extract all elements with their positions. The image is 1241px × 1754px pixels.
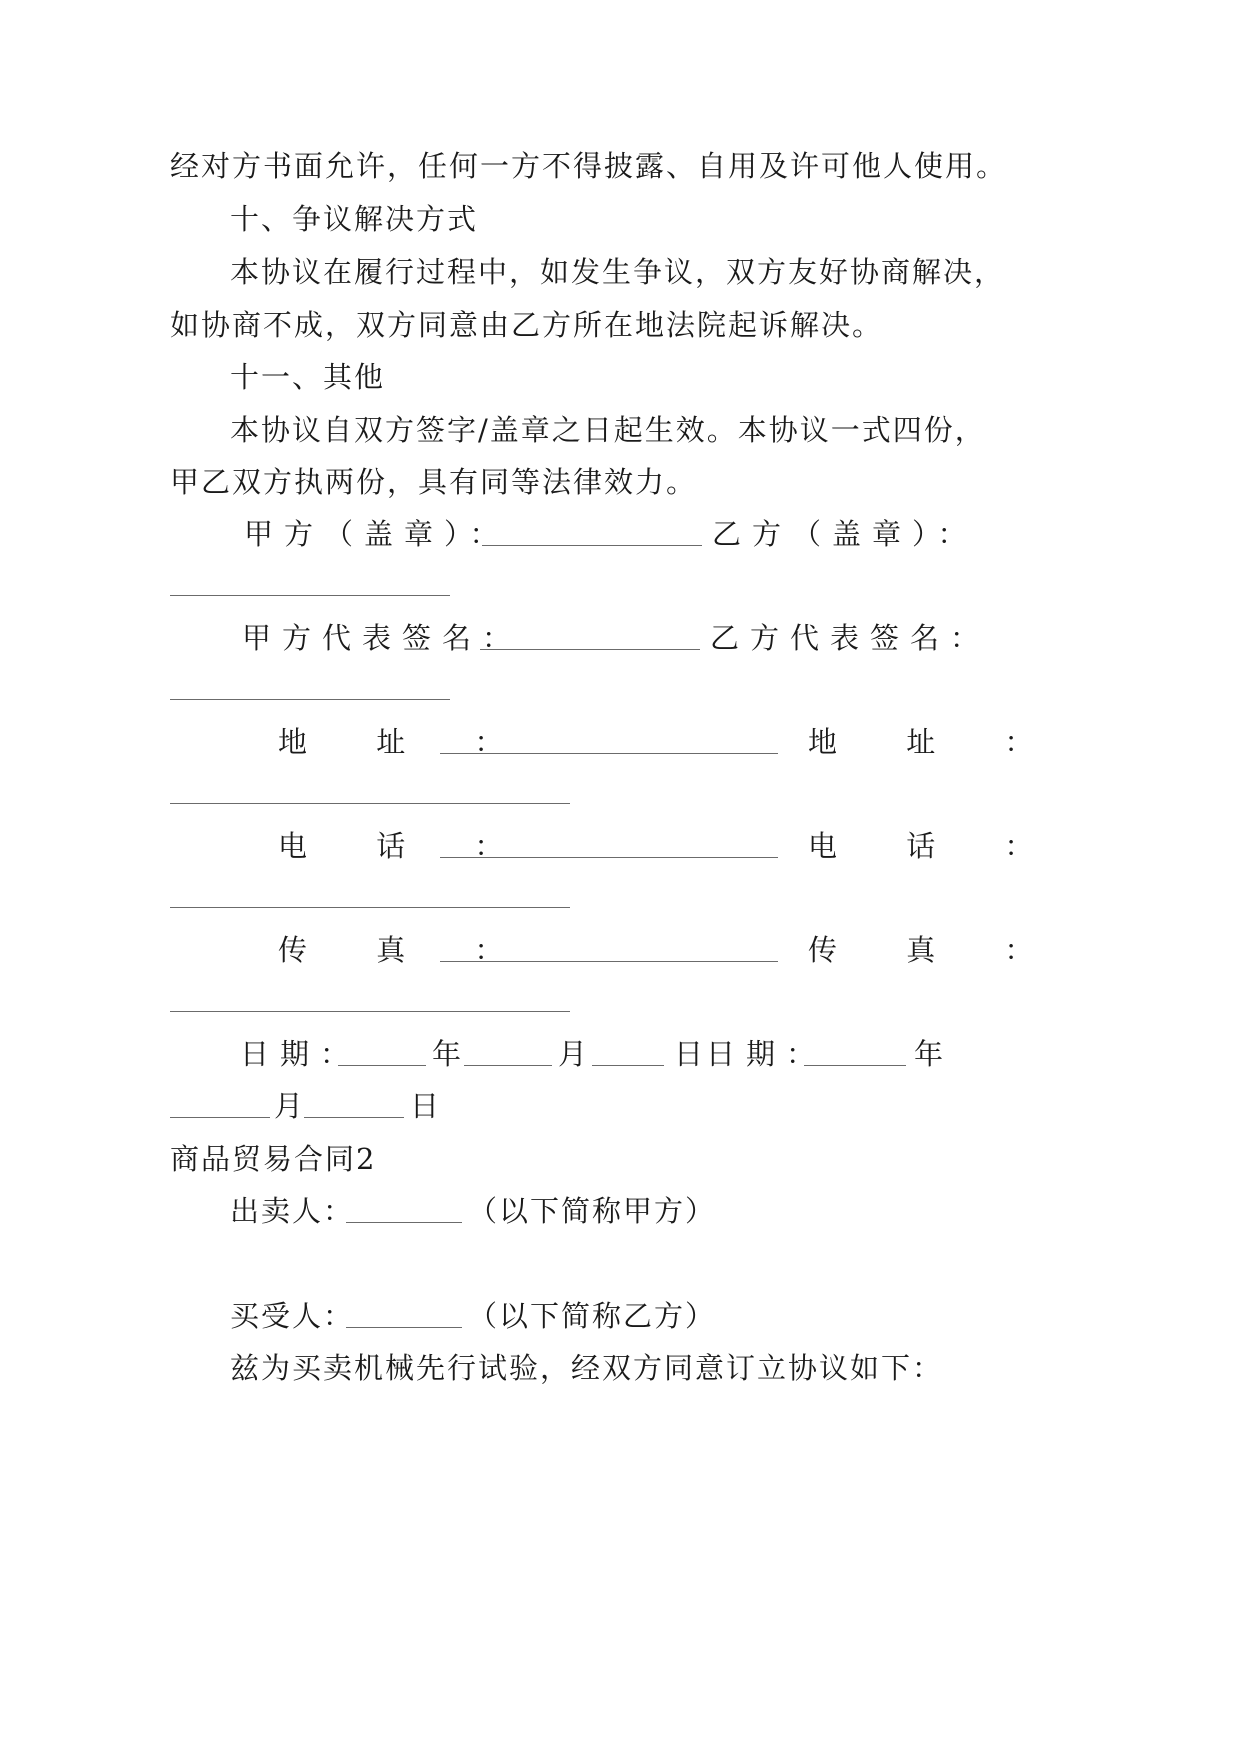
party-b-seal-label: 乙方（盖章）： (712, 517, 978, 551)
party-a-month-blank (464, 1065, 552, 1066)
party-a-day-unit: 日 (674, 1037, 706, 1071)
clause-text: 经对方书面允许，任何一方不得披露、自用及许可他人使用。 (170, 149, 1008, 183)
party-b-seal-blank (170, 595, 450, 596)
dispute-text-line2: 如协商不成，双方同意由乙方所在地法院起诉解决。 (170, 308, 884, 342)
buyer-blank (346, 1327, 462, 1328)
party-a-month-unit: 月 (558, 1037, 590, 1071)
contract2-title: 商品贸易合同2 (170, 1142, 377, 1176)
party-a-year-unit: 年 (432, 1037, 464, 1071)
party-a-seal-blank (482, 545, 702, 546)
contract2-intro: 兹为买卖机械先行试验，经双方同意订立协议如下： (230, 1351, 944, 1385)
party-a-address-label: 地 址 ： (278, 725, 534, 759)
party-a-date-label: 日期： (240, 1037, 361, 1071)
party-b-month-blank (170, 1117, 270, 1118)
party-a-day-blank (592, 1065, 664, 1066)
seller-note: （以下简称甲方） (468, 1194, 717, 1228)
party-b-address-label: 地 址 ： (808, 725, 1064, 759)
buyer-note: （以下简称乙方） (468, 1299, 717, 1333)
party-b-day-blank (304, 1117, 404, 1118)
party-b-month-unit: 月 (274, 1089, 306, 1123)
other-text-line2: 甲乙双方执两份，具有同等法律效力。 (170, 465, 698, 499)
party-b-date-label: 日期： (706, 1037, 827, 1071)
buyer-label: 买受人： (230, 1299, 355, 1333)
party-b-rep-blank (170, 699, 450, 700)
party-b-address-blank (170, 803, 570, 804)
other-text-line1: 本协议自双方签字/盖章之日起生效。本协议一式四份， (230, 413, 986, 447)
party-b-phone-blank (170, 907, 570, 908)
section-heading-11: 十一、其他 (230, 360, 386, 394)
party-a-seal-label: 甲方（盖章）： (244, 517, 510, 551)
party-a-rep-blank (480, 649, 700, 650)
party-a-fax-label: 传 真 ： (278, 933, 534, 967)
party-b-day-unit: 日 (410, 1089, 442, 1123)
party-b-fax-label: 传 真 ： (808, 933, 1064, 967)
party-a-rep-label: 甲方代表签名： (242, 621, 523, 655)
party-b-phone-label: 电 话 ： (808, 829, 1064, 863)
party-a-fax-blank (440, 961, 778, 962)
section-heading-10: 十、争议解决方式 (230, 202, 479, 236)
party-a-year-blank (338, 1065, 426, 1066)
party-b-rep-label: 乙方代表签名： (710, 621, 991, 655)
dispute-text-line1: 本协议在履行过程中，如发生争议，双方友好协商解决， (230, 255, 1006, 289)
party-a-phone-blank (440, 857, 778, 858)
seller-label: 出卖人： (230, 1194, 355, 1228)
party-b-year-blank (804, 1065, 906, 1066)
seller-blank (346, 1222, 462, 1223)
party-a-phone-label: 电 话 ： (278, 829, 534, 863)
party-b-fax-blank (170, 1011, 570, 1012)
party-b-year-unit: 年 (914, 1037, 946, 1071)
party-a-address-blank (440, 753, 778, 754)
